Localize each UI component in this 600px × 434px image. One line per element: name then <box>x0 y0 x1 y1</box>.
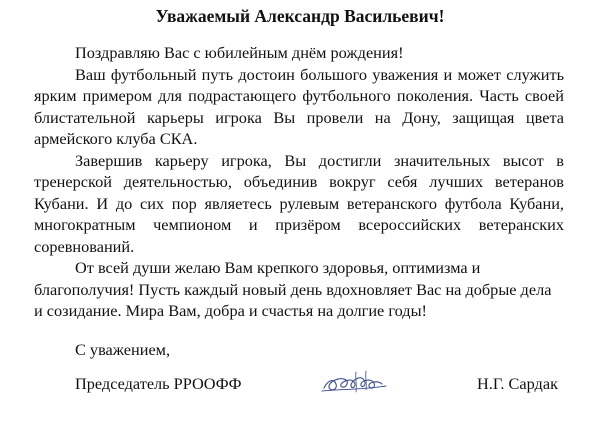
signature-icon <box>320 368 392 398</box>
paragraph-wishes: От всей души желаю Вам крепкого здоровья, оптимизма и благополучия! Пусть каждый новый день вдохновляет Вас на добрые дела и созидание. Мира Вам, добра и счастья на долгие годы! <box>34 258 552 320</box>
paragraph-coaching: Завершив карьеру игрока, Вы достигли значительных высот в тренерской деятельностью, объединив вокруг себя лучших ветеранов Кубани. И до сих пор являетесь рулевым ветеранского футбола Кубани, многократным чемпионом и призёром всероссийских ветеранских соревнований. <box>34 150 564 256</box>
letter-salutation: Уважаемый Александр Васильевич! <box>155 6 445 26</box>
closing-phrase: С уважением, <box>75 340 171 359</box>
letter-body <box>34 42 564 322</box>
paragraph-career: Ваш футбольный путь достоин большого уважения и может служить ярким примером для подрастающего футбольного поколения. Часть своей блистательной карьеры игрока Вы провели на Дону, защищая цвета армейского клуба СКА. <box>34 64 564 148</box>
paragraph-greeting: Поздравляю Вас с юбилейным днём рождения! <box>75 43 404 62</box>
signer-name: Н.Г. Сардак <box>477 374 558 393</box>
signer-title: Председатель РРООФФ <box>75 374 242 393</box>
